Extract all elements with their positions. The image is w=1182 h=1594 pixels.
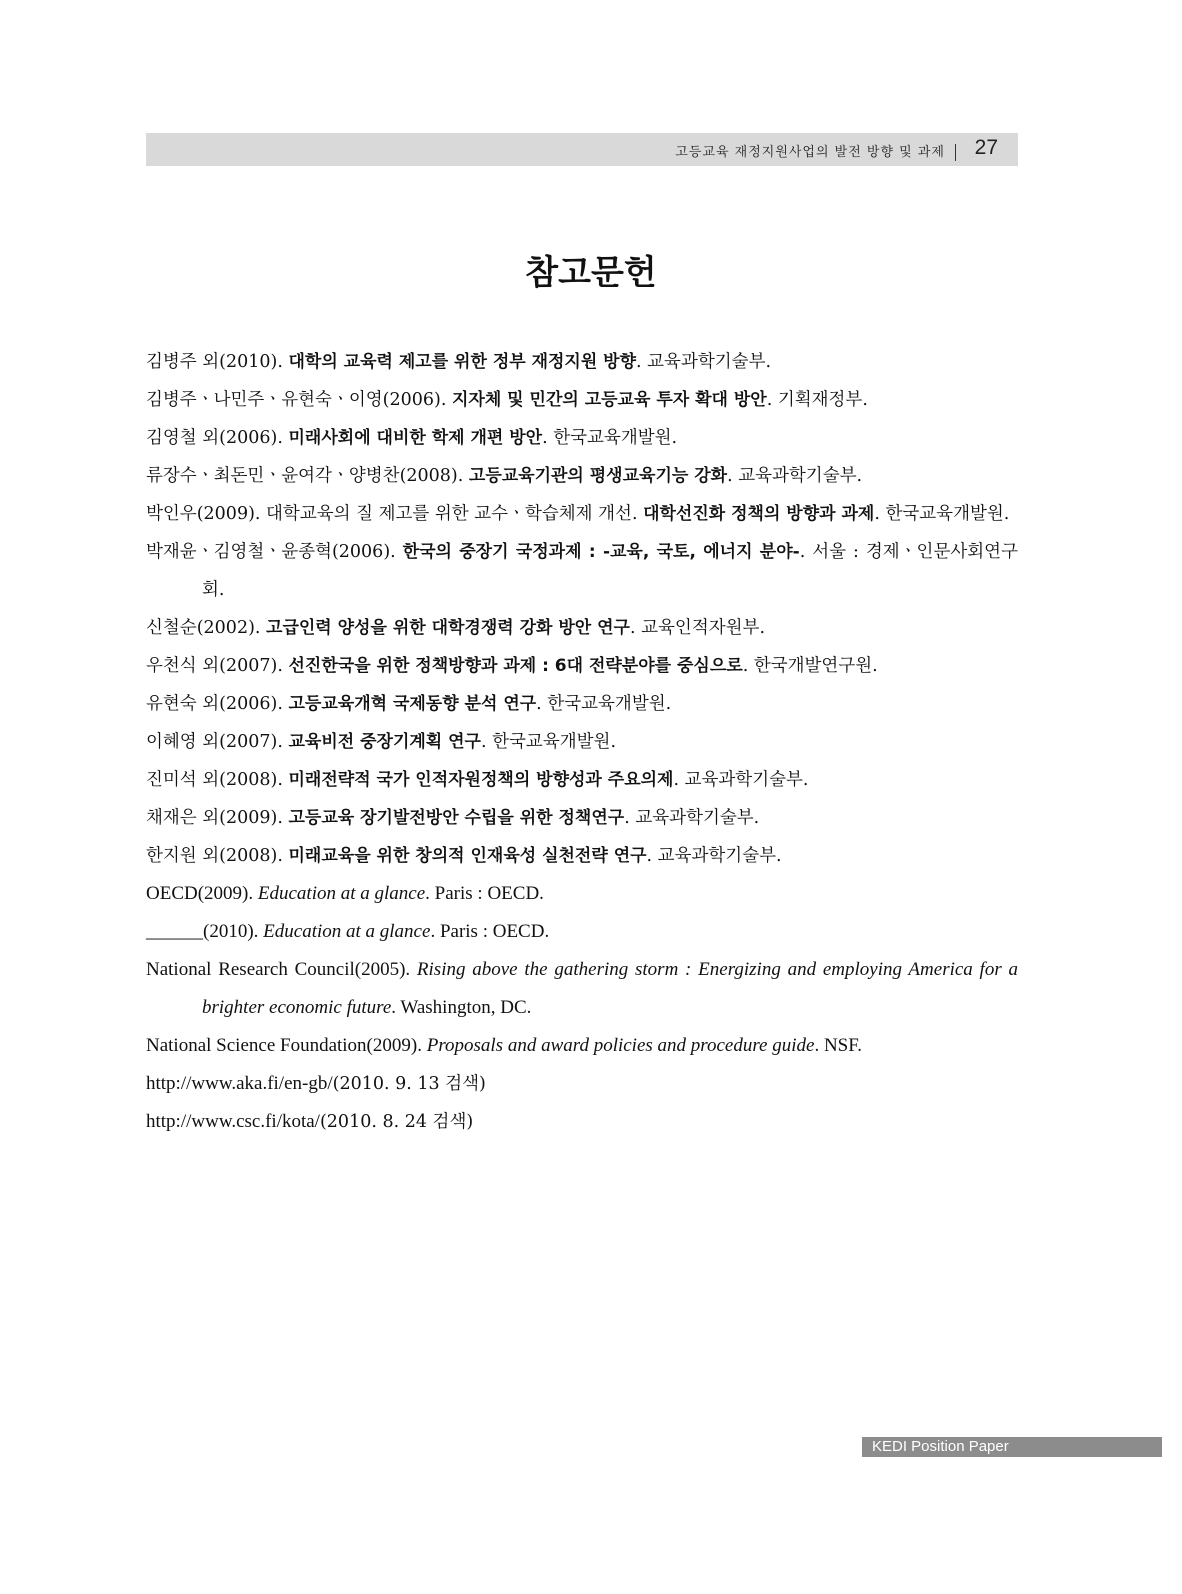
reference-item: 이혜영 외(2007). 교육비전 중장기계획 연구. 한국교육개발원. (146, 732, 617, 752)
reference-item: 김영철 외(2006). 미래사회에 대비한 학제 개편 방안. 한국교육개발원. (146, 428, 678, 448)
running-header-title: 고등교육 재정지원사업의 발전 방향 및 과제 (675, 145, 945, 160)
reference-item: 우천식 외(2007). 선진한국을 위한 정책방향과 과제 : 6대 전략분야를 중심으로. 한국개발연구원. (146, 656, 878, 676)
footer-label: KEDI Position Paper (872, 1438, 1009, 1455)
reference-item: 박재윤ㆍ김영철ㆍ윤종혁(2006). 한국의 중장기 국정과제 : -교육, 국토, 에너지 분야-. 서울 : 경제ㆍ인문사회연구회. (146, 542, 1018, 600)
reference-item: 신철순(2002). 고급인력 양성을 위한 대학경쟁력 강화 방안 연구. 교육인적자원부. (146, 618, 766, 638)
header-divider (955, 144, 956, 161)
reference-item-web: http://www.aka.fi/en-gb/(2010. 9. 13 검색) (146, 1073, 486, 1094)
reference-item: 김병주 외(2010). 대학의 교육력 제고를 위한 정부 재정지원 방향. 교육과학기술부. (146, 352, 772, 372)
reference-item-en: OECD(2009). Education at a glance. Paris : OECD. (146, 883, 544, 904)
reference-url: http://www.csc.fi/kota/ (146, 1111, 320, 1132)
reference-item: 한지원 외(2008). 미래교육을 위한 창의적 인재육성 실천전략 연구. 교육과학기술부. (146, 846, 782, 866)
reference-list (146, 343, 1018, 1141)
reference-item: 박인우(2009). 대학교육의 질 제고를 위한 교수ㆍ학습체제 개선. 대학선진화 정책의 방향과 과제. 한국교육개발원. (146, 504, 1010, 524)
reference-item-en: National Research Council(2005). Rising above the gathering storm : Energizing and employing America for a brighter economic future. Washington, DC. (146, 959, 1018, 1018)
reference-item: 유현숙 외(2006). 고등교육개혁 국제동향 분석 연구. 한국교육개발원. (146, 694, 672, 714)
reference-item: 채재은 외(2009). 고등교육 장기발전방안 수립을 위한 정책연구. 교육과학기술부. (146, 808, 760, 828)
page-title: 참고문헌 (525, 253, 657, 293)
reference-item: 진미석 외(2008). 미래전략적 국가 인적자원정책의 방향성과 주요의제. 교육과학기술부. (146, 770, 809, 790)
reference-url: http://www.aka.fi/en-gb/ (146, 1073, 333, 1094)
page-number: 27 (974, 136, 998, 159)
reference-item-web: http://www.csc.fi/kota/(2010. 8. 24 검색) (146, 1111, 474, 1132)
reference-item-en: National Science Foundation(2009). Proposals and award policies and procedure guide. NSF. (146, 1035, 863, 1056)
footer-bar (862, 1437, 1162, 1457)
reference-item: 류장수ㆍ최돈민ㆍ윤여각ㆍ양병찬(2008). 고등교육기관의 평생교육기능 강화. 교육과학기술부. (146, 466, 863, 486)
running-header (146, 133, 1018, 166)
reference-item-en: ______(2010). Education at a glance. Paris : OECD. (146, 921, 550, 942)
reference-item: 김병주ㆍ나민주ㆍ유현숙ㆍ이영(2006). 지자체 및 민간의 고등교육 투자 확대 방안. 기획재정부. (146, 390, 868, 410)
